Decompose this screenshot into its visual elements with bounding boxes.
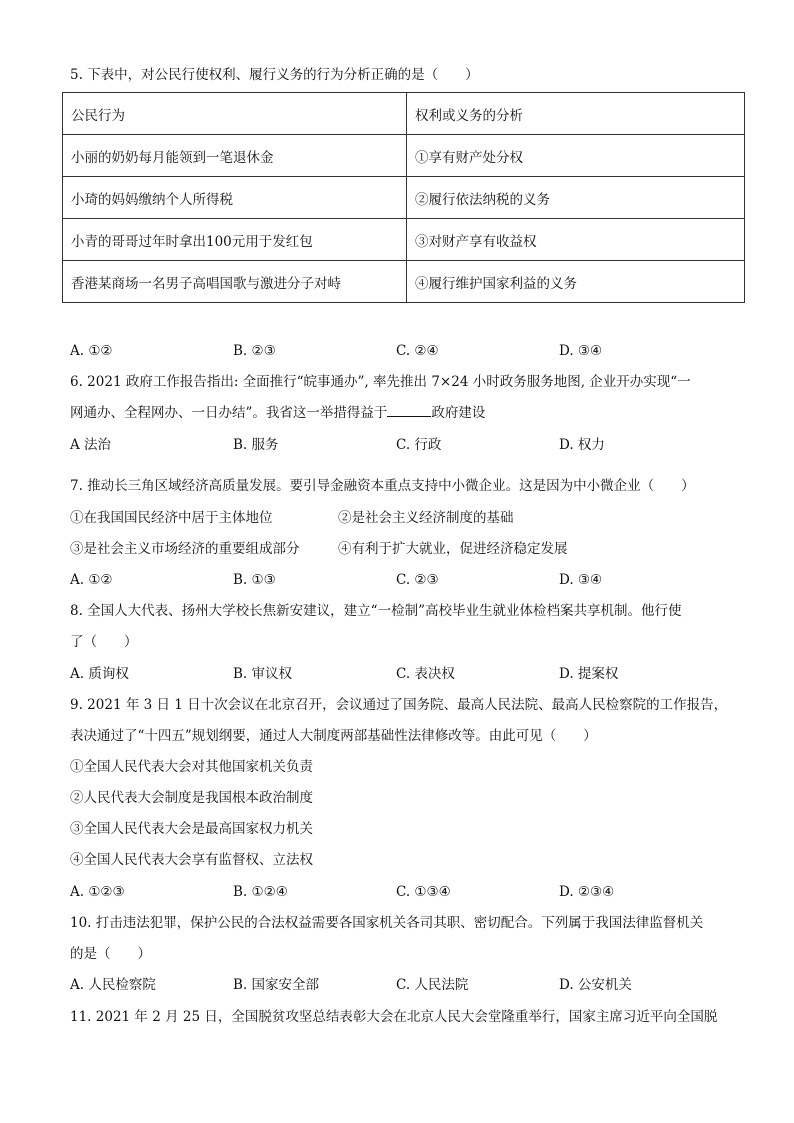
q6-stem-after-blank: 政府建设	[431, 405, 486, 421]
q6-options	[70, 436, 730, 454]
q10-option-a[interactable]: A. 人民检察院	[70, 977, 156, 993]
q9-stem-line1: 9. 2021 年 3 日 1 日十次会议在北京召开，会议通过了国务院、最高人民法院、最高人民检察院的工作报告，	[70, 697, 728, 713]
q10-option-c[interactable]: C. 人民法院	[396, 977, 469, 993]
q8-options	[70, 665, 730, 683]
q6-stem-line1: 6. 2021 政府工作报告指出: 全面推行“皖事通办”, 率先推出 7×24 小时政务服务地图, 企业开办实现“一	[70, 374, 691, 390]
q5-option-d[interactable]: D. ③④	[559, 343, 603, 359]
q10-stem-line1: 10. 打击违法犯罪，保护公民的合法权益需要各国家机关各司其职、密切配合。下列属于我国法律监督机关	[70, 915, 704, 931]
table-header-row	[63, 93, 745, 135]
table-cell: ①享有财产处分权	[407, 135, 745, 177]
q10-stem-line2: 的是（ ）	[70, 946, 151, 962]
q8-option-b[interactable]: B. 审议权	[233, 666, 293, 682]
q7-option-a[interactable]: A. ①②	[70, 572, 113, 588]
q9-stem-line2: 表决通过了“十四五”规划纲要，通过人大制度两部基础性法律修改等。由此可见（ ）	[70, 728, 597, 744]
table-cell: 小丽的奶奶每月能领到一笔退休金	[63, 135, 407, 177]
table-cell: 香港某商场一名男子高唱国歌与激进分子对峙	[63, 261, 407, 303]
table-row	[63, 177, 745, 219]
q5-option-a[interactable]: A. ①②	[70, 343, 113, 359]
table-cell: ④履行维护国家利益的义务	[407, 261, 745, 303]
q10-option-b[interactable]: B. 国家安全部	[233, 977, 320, 993]
table-cell: 小青的哥哥过年时拿出100元用于发红包	[63, 219, 407, 261]
q6-stem-line2	[70, 404, 485, 422]
q6-option-b[interactable]: B. 服务	[233, 437, 279, 453]
q7-option-d[interactable]: D. ③④	[559, 572, 603, 588]
table-header-cell: 公民行为	[63, 93, 407, 135]
q9-item-4: ④全国人民代表大会享有监督权、立法权	[70, 852, 313, 868]
q9-option-a[interactable]: A. ①②③	[70, 884, 125, 900]
q7-stem: 7. 推动长三角区域经济高质量发展。要引导金融资本重点支持中小微企业。这是因为中小微企业（ ）	[70, 478, 695, 494]
q5-option-c[interactable]: C. ②④	[396, 343, 439, 359]
table-cell: ③对财产享有收益权	[407, 219, 745, 261]
q10-option-d[interactable]: D. 公安机关	[559, 977, 632, 993]
q10-options	[70, 976, 730, 994]
q5-options	[70, 342, 730, 360]
q7-item-1: ①在我国国民经济中居于主体地位	[70, 510, 273, 526]
q9-option-b[interactable]: B. ①②④	[233, 884, 288, 900]
table-row	[63, 219, 745, 261]
q6-option-d[interactable]: D. 权力	[559, 437, 605, 453]
q5-option-b[interactable]: B. ②③	[233, 343, 276, 359]
table-header-cell: 权利或义务的分析	[407, 93, 745, 135]
q9-options	[70, 883, 730, 901]
q9-item-3: ③全国人民代表大会是最高国家权力机关	[70, 821, 313, 837]
q7-option-b[interactable]: B. ①③	[233, 572, 276, 588]
q6-stem-before-blank: 网通办、全程网办、一日办结”。我省这一举措得益于	[70, 405, 388, 421]
q9-option-d[interactable]: D. ②③④	[559, 884, 615, 900]
q8-option-d[interactable]: D. 提案权	[559, 666, 619, 682]
q5-table	[62, 92, 745, 303]
q7-item-4: ④有利于扩大就业，促进经济稳定发展	[338, 541, 568, 557]
q11-stem-line1: 11. 2021 年 2 月 25 日，全国脱贫攻坚总结表彰大会在北京人民大会堂隆重举行，国家主席习近平向全国脱	[70, 1009, 718, 1025]
q9-item-1: ①全国人民代表大会对其他国家机关负责	[70, 759, 313, 775]
q8-stem-line1: 8. 全国人大代表、扬州大学校长焦新安建议，建立“一检制”高校毕业生就业体检档案共享机制。他行使	[70, 603, 682, 619]
q7-options	[70, 571, 730, 589]
q8-option-c[interactable]: C. 表决权	[396, 666, 455, 682]
q6-option-a[interactable]: A 法治	[70, 437, 112, 453]
q6-option-c[interactable]: C. 行政	[396, 437, 442, 453]
q9-option-c[interactable]: C. ①③④	[396, 884, 451, 900]
table-cell: 小琦的妈妈缴纳个人所得税	[63, 177, 407, 219]
q7-item-2: ②是社会主义经济制度的基础	[338, 510, 514, 526]
table-cell: ②履行依法纳税的义务	[407, 177, 745, 219]
q9-item-2: ②人民代表大会制度是我国根本政治制度	[70, 790, 313, 806]
q5-stem: 5. 下表中，对公民行使权利、履行义务的行为分析正确的是（ ）	[70, 67, 479, 83]
q7-item-3: ③是社会主义市场经济的重要组成部分	[70, 541, 300, 557]
table-row	[63, 261, 745, 303]
q8-option-a[interactable]: A. 质询权	[70, 666, 129, 682]
q6-answer-blank	[387, 404, 431, 417]
table-row	[63, 135, 745, 177]
q7-option-c[interactable]: C. ②③	[396, 572, 439, 588]
q8-stem-line2: 了（ ）	[70, 634, 138, 650]
